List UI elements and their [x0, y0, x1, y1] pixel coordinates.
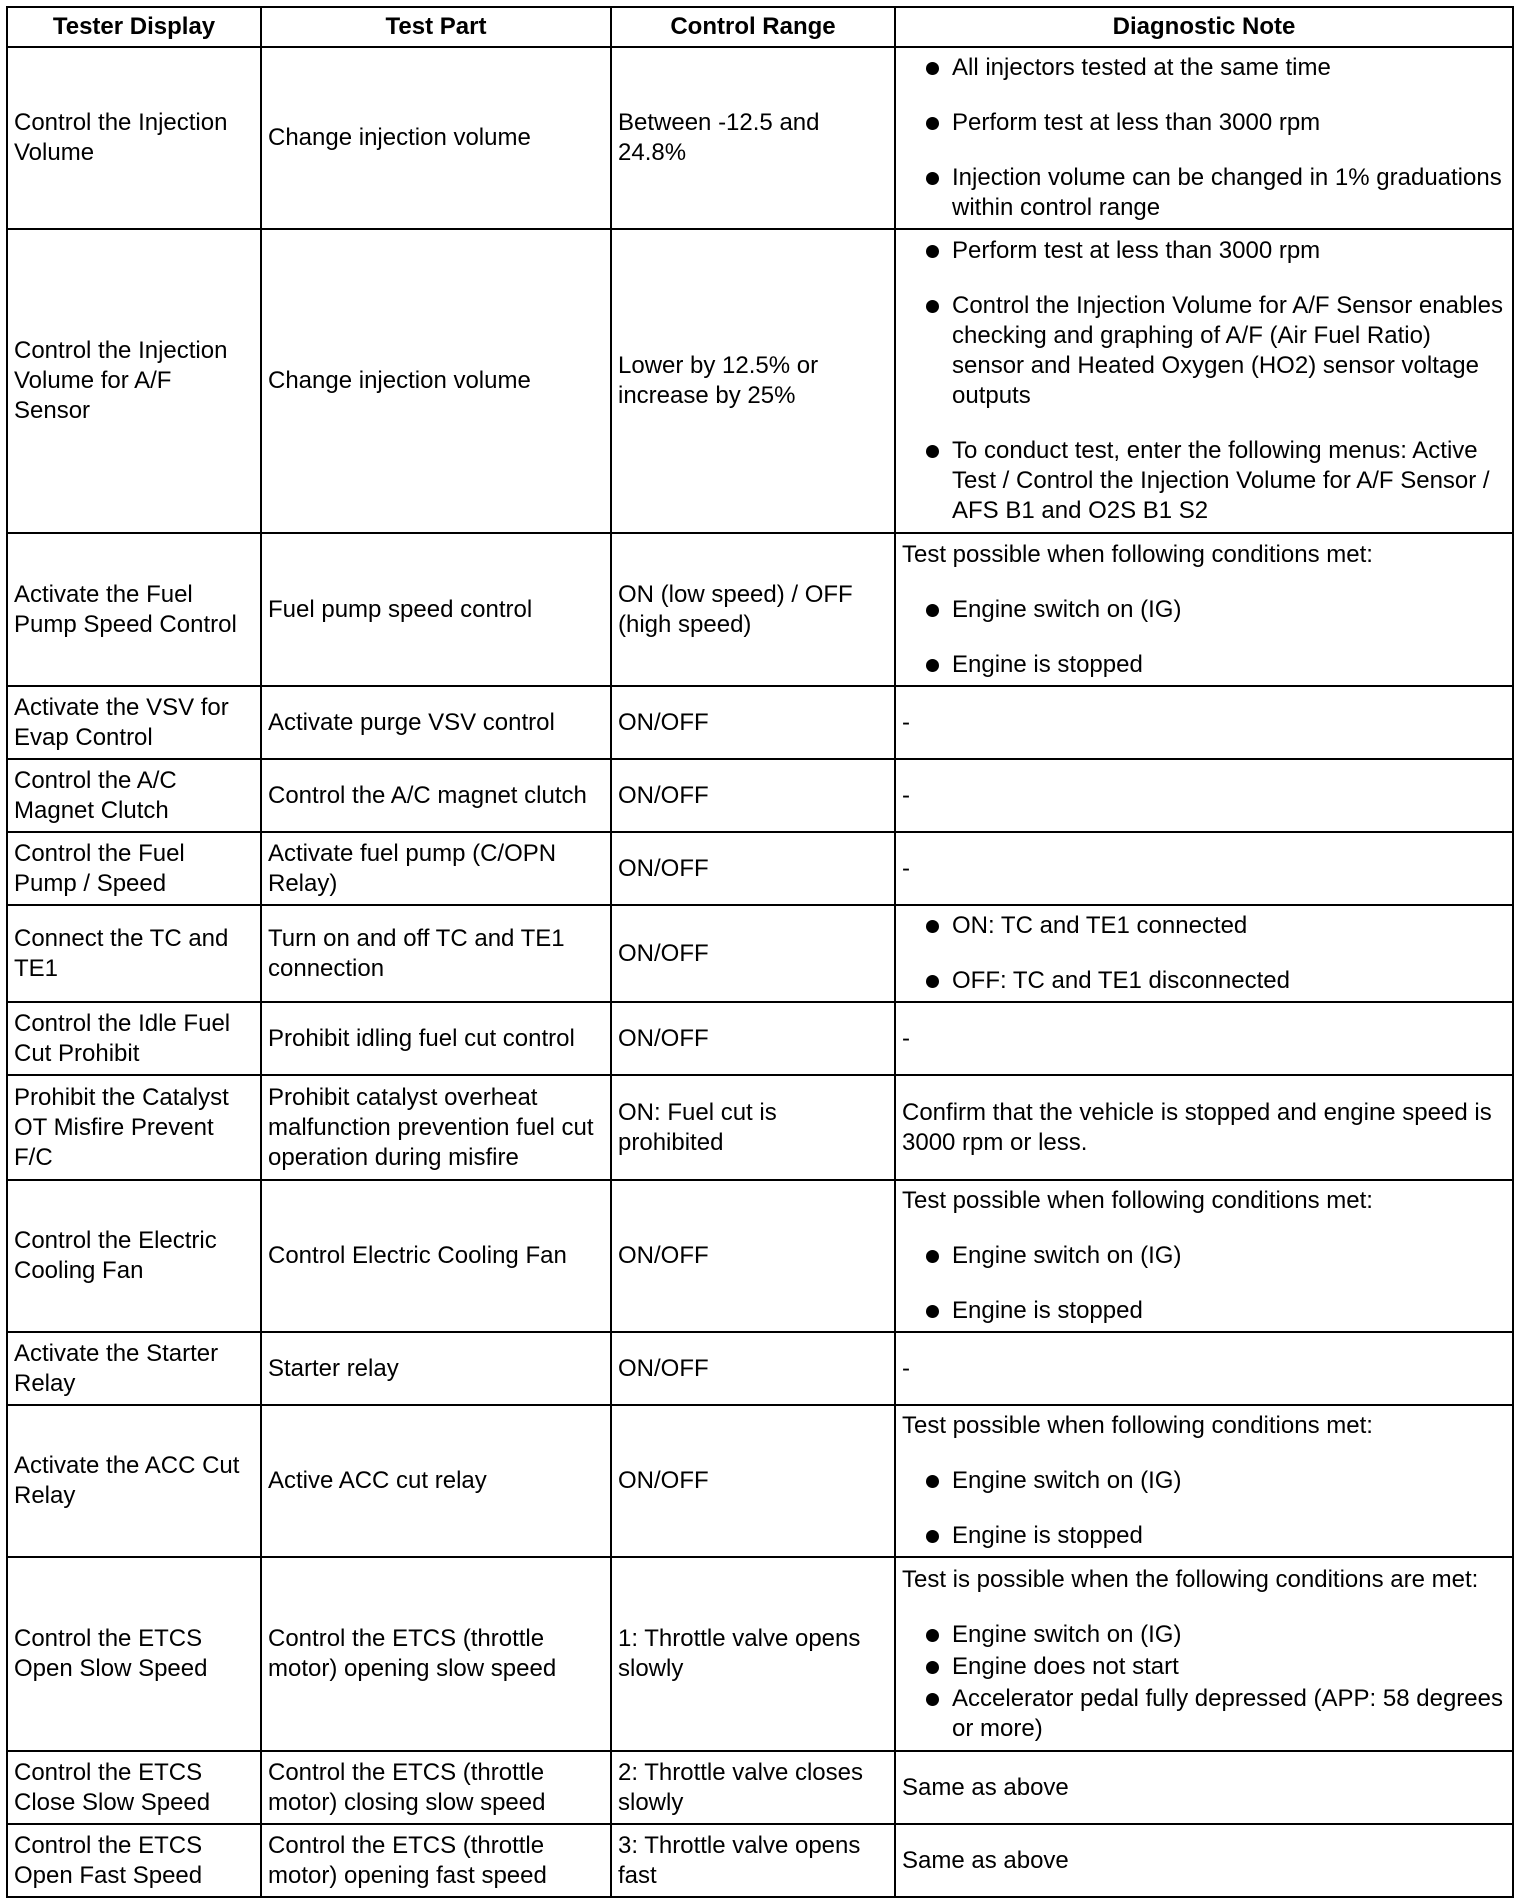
cell-diagnostic-note [895, 533, 1513, 686]
cell-test-part: Turn on and off TC and TE1 connection [261, 905, 611, 1002]
table-row [7, 1557, 1513, 1751]
cell-diagnostic-note [895, 686, 1513, 759]
note-bullet-item: Perform test at less than 3000 rpm [902, 108, 1506, 138]
note-bullet-list [902, 1620, 1506, 1744]
note-bullet-list [902, 1241, 1506, 1326]
note-bullet-item: Engine is stopped [902, 1521, 1506, 1551]
cell-test-part: Control the ETCS (throttle motor) opening fast speed [261, 1824, 611, 1897]
note-intro: Test possible when following conditions met: [902, 1187, 1373, 1214]
cell-diagnostic-note [895, 1332, 1513, 1405]
cell-diagnostic-note [895, 1557, 1513, 1751]
header-test-part: Test Part [261, 7, 611, 47]
cell-test-part: Change injection volume [261, 47, 611, 229]
note-bullet-item: All injectors tested at the same time [902, 53, 1506, 83]
cell-control-range: ON/OFF [611, 1332, 895, 1405]
active-test-table [6, 6, 1514, 1898]
note-bullet-item: Engine switch on (IG) [902, 595, 1506, 625]
note-intro: Test possible when following conditions met: [902, 540, 1373, 568]
note-bullet-item: To conduct test, enter the following menus: Active Test / Control the Injection Volume for A/F Sensor / AFS B1 and O2S B1 S2 [902, 436, 1506, 526]
cell-control-range: ON/OFF [611, 905, 895, 1002]
cell-tester-display: Control the ETCS Open Slow Speed [7, 1557, 261, 1751]
cell-diagnostic-note [895, 832, 1513, 905]
note-bullet-list [902, 1466, 1506, 1551]
note-bullet-item: OFF: TC and TE1 disconnected [902, 966, 1506, 996]
note-bullet-item: Engine switch on (IG) [902, 1466, 1506, 1496]
note-bullet-item: ON: TC and TE1 connected [902, 911, 1506, 941]
cell-test-part: Starter relay [261, 1332, 611, 1405]
table-row [7, 759, 1513, 832]
note-text: - [902, 1024, 910, 1052]
cell-control-range: Between -12.5 and 24.8% [611, 47, 895, 229]
cell-tester-display: Prohibit the Catalyst OT Misfire Prevent F/C [7, 1075, 261, 1180]
header-control-range: Control Range [611, 7, 895, 47]
cell-tester-display: Control the A/C Magnet Clutch [7, 759, 261, 832]
note-text: - [902, 1354, 910, 1382]
cell-control-range: ON/OFF [611, 686, 895, 759]
note-bullet-list [902, 595, 1506, 680]
cell-tester-display: Activate the Starter Relay [7, 1332, 261, 1405]
cell-test-part: Control the ETCS (throttle motor) opening slow speed [261, 1557, 611, 1751]
note-text: Confirm that the vehicle is stopped and engine speed is 3000 rpm or less. [902, 1098, 1492, 1156]
cell-diagnostic-note [895, 1824, 1513, 1897]
cell-test-part: Change injection volume [261, 229, 611, 533]
note-text: - [902, 708, 910, 736]
cell-tester-display: Control the ETCS Close Slow Speed [7, 1751, 261, 1824]
cell-tester-display: Control the Electric Cooling Fan [7, 1180, 261, 1332]
cell-diagnostic-note [895, 1075, 1513, 1180]
table-row [7, 1332, 1513, 1405]
cell-control-range: ON (low speed) / OFF (high speed) [611, 533, 895, 686]
cell-diagnostic-note [895, 1002, 1513, 1075]
cell-tester-display: Control the Injection Volume for A/F Sensor [7, 229, 261, 533]
table-row [7, 905, 1513, 1002]
cell-tester-display: Activate the VSV for Evap Control [7, 686, 261, 759]
cell-test-part: Activate fuel pump (C/OPN Relay) [261, 832, 611, 905]
cell-control-range: ON: Fuel cut is prohibited [611, 1075, 895, 1180]
cell-tester-display: Control the Fuel Pump / Speed [7, 832, 261, 905]
note-bullet-item: Engine switch on (IG) [902, 1241, 1506, 1271]
cell-control-range: 2: Throttle valve closes slowly [611, 1751, 895, 1824]
note-bullet-item: Engine does not start [902, 1652, 1506, 1682]
note-text: - [902, 781, 910, 809]
table-row [7, 1751, 1513, 1824]
note-text: - [902, 854, 910, 882]
note-text: Same as above [902, 1773, 1069, 1801]
cell-diagnostic-note [895, 1180, 1513, 1332]
cell-control-range: ON/OFF [611, 1180, 895, 1332]
cell-tester-display: Connect the TC and TE1 [7, 905, 261, 1002]
note-text: Same as above [902, 1846, 1069, 1874]
cell-tester-display: Control the Injection Volume [7, 47, 261, 229]
cell-diagnostic-note [895, 759, 1513, 832]
cell-diagnostic-note [895, 1751, 1513, 1824]
table-body [7, 47, 1513, 1897]
cell-tester-display: Control the ETCS Open Fast Speed [7, 1824, 261, 1897]
note-bullet-item: Accelerator pedal fully depressed (APP: 58 degrees or more) [902, 1684, 1506, 1744]
note-bullet-item: Engine is stopped [902, 650, 1506, 680]
cell-diagnostic-note [895, 1405, 1513, 1557]
table-row [7, 1405, 1513, 1557]
note-bullet-item: Engine is stopped [902, 1296, 1506, 1326]
cell-test-part: Fuel pump speed control [261, 533, 611, 686]
cell-control-range: ON/OFF [611, 1002, 895, 1075]
cell-control-range: 3: Throttle valve opens fast [611, 1824, 895, 1897]
table-row [7, 47, 1513, 229]
note-bullet-item: Injection volume can be changed in 1% graduations within control range [902, 163, 1506, 223]
cell-tester-display: Activate the ACC Cut Relay [7, 1405, 261, 1557]
header-tester-display: Tester Display [7, 7, 261, 47]
table-row [7, 1180, 1513, 1332]
cell-diagnostic-note [895, 229, 1513, 533]
header-diagnostic-note: Diagnostic Note [895, 7, 1513, 47]
note-bullet-list [902, 236, 1506, 526]
cell-test-part: Control the A/C magnet clutch [261, 759, 611, 832]
table-row [7, 1075, 1513, 1180]
table-row [7, 686, 1513, 759]
table-row [7, 533, 1513, 686]
cell-control-range: ON/OFF [611, 759, 895, 832]
table-row [7, 832, 1513, 905]
cell-control-range: ON/OFF [611, 832, 895, 905]
active-test-table-container [6, 6, 1512, 1898]
note-bullet-item: Control the Injection Volume for A/F Sensor enables checking and graphing of A/F (Air Fuel Ratio) sensor and Heated Oxygen (HO2) sensor voltage outputs [902, 291, 1506, 411]
cell-diagnostic-note [895, 905, 1513, 1002]
note-bullet-item: Perform test at less than 3000 rpm [902, 236, 1506, 266]
table-header-row [7, 7, 1513, 47]
cell-control-range: Lower by 12.5% or increase by 25% [611, 229, 895, 533]
cell-test-part: Prohibit catalyst overheat malfunction prevention fuel cut operation during misfire [261, 1075, 611, 1180]
table-row [7, 229, 1513, 533]
cell-control-range: ON/OFF [611, 1405, 895, 1557]
table-row [7, 1824, 1513, 1897]
note-bullet-list [902, 53, 1506, 223]
cell-control-range: 1: Throttle valve opens slowly [611, 1557, 895, 1751]
cell-test-part: Activate purge VSV control [261, 686, 611, 759]
cell-test-part: Control Electric Cooling Fan [261, 1180, 611, 1332]
note-bullet-item: Engine switch on (IG) [902, 1620, 1506, 1650]
cell-tester-display: Control the Idle Fuel Cut Prohibit [7, 1002, 261, 1075]
note-intro: Test possible when following conditions met: [902, 1412, 1373, 1439]
cell-test-part: Prohibit idling fuel cut control [261, 1002, 611, 1075]
cell-diagnostic-note [895, 47, 1513, 229]
cell-tester-display: Activate the Fuel Pump Speed Control [7, 533, 261, 686]
note-bullet-list [902, 911, 1506, 996]
table-row [7, 1002, 1513, 1075]
cell-test-part: Control the ETCS (throttle motor) closing slow speed [261, 1751, 611, 1824]
note-intro: Test is possible when the following conditions are met: [902, 1565, 1479, 1593]
cell-test-part: Active ACC cut relay [261, 1405, 611, 1557]
